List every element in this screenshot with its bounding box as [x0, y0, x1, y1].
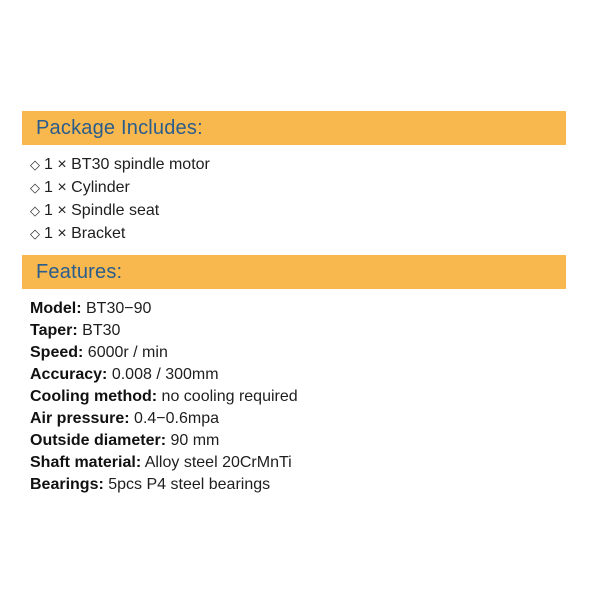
feature-label: Shaft material:	[30, 454, 142, 471]
feature-value: Alloy steel 20CrMnTi	[144, 454, 292, 471]
feature-value: 0.008 / 300mm	[111, 366, 219, 383]
features-title: Features:	[36, 260, 123, 283]
feature-value: no cooling required	[161, 388, 298, 405]
feature-label: Accuracy:	[30, 366, 108, 383]
package-includes-header	[22, 111, 566, 145]
feature-label: Model:	[30, 300, 82, 317]
feature-row-outside-diameter	[30, 430, 298, 452]
feature-row-accuracy	[30, 364, 298, 386]
features-list	[30, 298, 298, 496]
feature-value: 5pcs P4 steel bearings	[108, 476, 271, 493]
diamond-bullet-icon: ◇	[30, 157, 40, 172]
package-item-text: 1 × Cylinder	[44, 179, 130, 196]
package-list	[30, 153, 210, 245]
feature-value: 90 mm	[170, 432, 220, 449]
feature-value: 0.4−0.6mpa	[134, 410, 219, 427]
diamond-bullet-icon: ◇	[30, 180, 40, 195]
feature-row-cooling-method	[30, 386, 298, 408]
feature-row-air-pressure	[30, 408, 298, 430]
feature-row-shaft-material	[30, 452, 298, 474]
feature-label: Taper:	[30, 322, 78, 339]
feature-label: Bearings:	[30, 476, 104, 493]
package-item-text: 1 × BT30 spindle motor	[44, 156, 210, 173]
feature-label: Air pressure:	[30, 410, 130, 427]
package-item	[30, 153, 210, 176]
features-header	[22, 255, 566, 289]
feature-row-taper	[30, 320, 298, 342]
feature-label: Cooling method:	[30, 388, 158, 405]
feature-value: 6000r / min	[87, 344, 168, 361]
feature-row-speed	[30, 342, 298, 364]
feature-label: Outside diameter:	[30, 432, 167, 449]
diamond-bullet-icon: ◇	[30, 226, 40, 241]
package-item	[30, 176, 210, 199]
package-item	[30, 199, 210, 222]
package-item-text: 1 × Bracket	[44, 225, 126, 242]
feature-label: Speed:	[30, 344, 84, 361]
feature-row-bearings	[30, 474, 298, 496]
feature-row-model	[30, 298, 298, 320]
feature-value: BT30−90	[86, 300, 152, 317]
package-item	[30, 222, 210, 245]
feature-value: BT30	[82, 322, 121, 339]
package-item-text: 1 × Spindle seat	[44, 202, 160, 219]
diamond-bullet-icon: ◇	[30, 203, 40, 218]
package-includes-title: Package Includes:	[36, 116, 203, 139]
